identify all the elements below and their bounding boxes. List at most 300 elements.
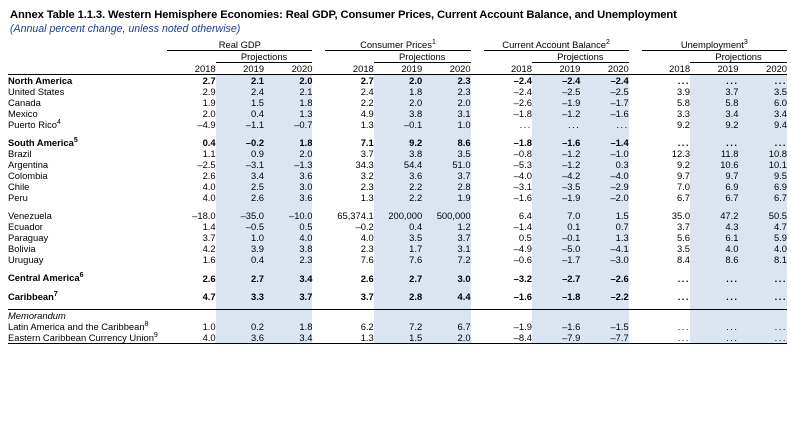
cell-gdp-2018: 4.0 (202, 192, 216, 204)
cell-unemp-2020: 50.5 (738, 210, 787, 221)
cell-cpi-2018: 34.3 (355, 159, 374, 171)
row-label: Eastern Caribbean Currency Union$^9$ (8, 332, 167, 344)
column-gap (629, 148, 642, 159)
row-label: Chile (8, 181, 30, 193)
column-gap (471, 221, 484, 232)
cell-gdp-2018: 4.2 (202, 243, 216, 255)
cell-gdp-2019: 3.6 (216, 332, 264, 344)
cell-gdp-2020: 3.6 (264, 192, 312, 203)
cell-gdp-2020: 2.3 (264, 254, 312, 265)
cell-unemp-2019: 3.7 (690, 86, 738, 97)
cell-unemp-2019: ... (690, 137, 738, 148)
table-row (8, 108, 787, 119)
cell-gdp-2020: –0.7 (264, 119, 312, 130)
row-spacer (8, 203, 787, 210)
cell-cpi-2019: 3.5 (374, 232, 422, 243)
table-row (8, 97, 787, 108)
cell-cab-2020: –2.5 (580, 86, 628, 97)
cell-cpi-2020: 3.5 (422, 148, 470, 159)
column-gap (312, 97, 325, 108)
column-gap (629, 108, 642, 119)
column-gap (471, 108, 484, 119)
cell-unemp-2018: 3.3 (676, 108, 691, 120)
footnote-marker: 8 (144, 320, 149, 328)
column-gap (629, 232, 642, 243)
cell-cpi-2018: 65,374.1 (337, 210, 374, 222)
column-gap (629, 97, 642, 108)
cell-cab-2018: –3.2 (513, 272, 532, 284)
column-gap (312, 170, 325, 181)
cell-cab-2020: –2.0 (580, 192, 628, 203)
cell-gdp-2019: 0.4 (216, 254, 264, 265)
cell-gdp-2018: 1.1 (202, 148, 216, 160)
cell-cpi-2020: 1.2 (422, 221, 470, 232)
cell-cpi-2018: 1.3 (360, 192, 374, 204)
cell-cab-2020: 0.3 (580, 159, 628, 170)
cell-cpi-2018: 3.2 (360, 170, 374, 182)
cell-gdp-2018: 1.4 (202, 221, 216, 233)
cell-cpi-2019: 1.8 (374, 86, 422, 97)
cell-gdp-2018: 2.6 (202, 272, 216, 284)
column-gap (629, 119, 642, 130)
column-gap (629, 291, 642, 302)
cell-gdp-2020: 3.7 (264, 291, 312, 302)
memorandum-heading-row (8, 309, 787, 321)
column-gap (471, 232, 484, 243)
cell-gdp-2020: 0.5 (264, 221, 312, 232)
table-row (8, 86, 787, 97)
cell-unemp-2018: ... (677, 75, 691, 87)
cell-cab-2020: –1.0 (580, 148, 628, 159)
column-gap (312, 108, 325, 119)
cell-gdp-2018: 2.7 (202, 75, 216, 87)
cell-unemp-2018: 3.5 (676, 243, 691, 255)
cell-cpi-2019: 2.7 (374, 272, 422, 283)
row-label: United States (8, 86, 65, 98)
group-header-cpi: Consumer Prices$^1$ (325, 39, 470, 51)
cell-gdp-2019: 2.7 (216, 272, 264, 283)
cell-gdp-2020: 4.0 (264, 232, 312, 243)
cell-cpi-2019: 3.8 (374, 108, 422, 119)
cell-cpi-2020: 1.9 (422, 192, 470, 203)
column-gap (312, 291, 325, 302)
cell-gdp-2018: 0.4 (202, 137, 216, 149)
projections-label-cab: Projections (532, 51, 629, 63)
year-cpi-2020: 2020 (422, 63, 470, 75)
cell-cab-2018: 6.4 (518, 210, 532, 222)
cell-unemp-2018: 9.2 (676, 119, 691, 131)
cell-unemp-2020: 4.7 (738, 221, 787, 232)
column-gap (471, 192, 484, 203)
cell-cpi-2019: 1.7 (374, 243, 422, 254)
cell-cpi-2018: 3.7 (360, 290, 374, 302)
cell-cpi-2020: 3.1 (422, 243, 470, 254)
year-cpi-2018: 2018 (325, 63, 373, 75)
cell-unemp-2020: 3.5 (738, 86, 787, 97)
cell-gdp-2020: 1.8 (264, 97, 312, 108)
row-label: Puerto Rico$^4$ (8, 119, 61, 131)
column-gap (471, 170, 484, 181)
column-gap (471, 243, 484, 254)
cell-cab-2020: –4.0 (580, 170, 628, 181)
cell-cab-2020: 0.7 (580, 221, 628, 232)
cell-cab-2019: –4.2 (532, 170, 580, 181)
cell-cpi-2018: 7.1 (360, 137, 374, 149)
row-label: Latin America and the Caribbean$^8$ (8, 320, 149, 332)
row-label: Colombia (8, 170, 48, 182)
cell-cab-2019: –1.7 (532, 254, 580, 265)
column-gap (471, 210, 484, 221)
column-gap (471, 291, 484, 302)
cell-gdp-2020: 3.4 (264, 272, 312, 283)
cell-gdp-2019: –0.5 (216, 221, 264, 232)
cell-cpi-2019: 54.4 (374, 159, 422, 170)
cell-gdp-2020: 2.0 (264, 75, 312, 87)
cell-cpi-2018: 2.2 (360, 97, 374, 109)
cell-cab-2019: –1.2 (532, 108, 580, 119)
cell-unemp-2018: ... (677, 290, 691, 302)
cell-gdp-2018: 4.7 (202, 290, 216, 302)
group-header-gdp: Real GDP (167, 39, 312, 51)
row-spacer (8, 284, 787, 291)
cell-unemp-2019: 3.4 (690, 108, 738, 119)
column-gap (312, 75, 325, 87)
cell-gdp-2019: 2.5 (216, 181, 264, 192)
cell-cpi-2019: 2.8 (374, 291, 422, 302)
cell-gdp-2020: 2.1 (264, 86, 312, 97)
column-gap (629, 210, 642, 221)
cell-cpi-2020: 2.0 (422, 97, 470, 108)
cell-cab-2020: –1.6 (580, 108, 628, 119)
cell-unemp-2018: ... (642, 332, 690, 344)
table-row (8, 221, 787, 232)
cell-cab-2018: –0.6 (513, 254, 532, 266)
cell-unemp-2019: ... (690, 75, 738, 87)
cell-unemp-2020: ... (738, 75, 787, 87)
cell-gdp-2020: 3.4 (264, 332, 312, 344)
cell-unemp-2020: 5.9 (738, 232, 787, 243)
cell-gdp-2020: 3.8 (264, 243, 312, 254)
cell-cab-2019: –1.8 (532, 291, 580, 302)
cell-cab-2020: –1.5 (580, 321, 628, 332)
table-row (8, 159, 787, 170)
cell-cpi-2018: 6.2 (360, 320, 374, 332)
cell-unemp-2019: 47.2 (690, 210, 738, 221)
cell-cab-2020: 1.5 (580, 210, 628, 221)
column-gap (312, 148, 325, 159)
cell-unemp-2019: ... (690, 291, 738, 302)
column-gap (312, 192, 325, 203)
cell-unemp-2018: 6.7 (676, 192, 691, 204)
cell-cab-2018: –2.4 (513, 86, 532, 98)
column-gap (629, 181, 642, 192)
year-unemp-2018: 2018 (642, 63, 690, 75)
cell-cpi-2018: 4.9 (360, 108, 374, 120)
column-gap (312, 86, 325, 97)
cell-unemp-2018: 5.6 (676, 232, 691, 244)
row-label: South America$^5$ (8, 137, 78, 149)
cell-unemp-2019: ... (690, 321, 738, 332)
cell-cpi-2020: 6.7 (422, 321, 470, 332)
year-gdp-2018: 2018 (167, 63, 215, 75)
table-body (8, 75, 787, 344)
cell-cpi-2018: 2.3 (360, 181, 374, 193)
row-label: Caribbean$^7$ (8, 290, 58, 302)
cell-cab-2020: –1.7 (580, 97, 628, 108)
year-gdp-2020: 2020 (264, 63, 312, 75)
cell-gdp-2020: –1.3 (264, 159, 312, 170)
cell-gdp-2019: 1.0 (216, 232, 264, 243)
cell-gdp-2020: 3.0 (264, 181, 312, 192)
cell-unemp-2020: 10.8 (738, 148, 787, 159)
cell-cab-2018: –1.8 (513, 137, 532, 149)
page-title: Annex Table 1.1.3. Western Hemisphere Economies: Real GDP, Consumer Prices, Current Account Balance, and Unemployment (10, 9, 677, 21)
row-label: Venezuela (8, 210, 52, 222)
column-gap (629, 159, 642, 170)
cell-cpi-2019: 3.8 (374, 148, 422, 159)
cell-cab-2018: –3.1 (513, 181, 532, 193)
cell-unemp-2020: ... (738, 137, 787, 148)
cell-cpi-2020: 7.2 (422, 254, 470, 265)
cell-unemp-2020: ... (738, 272, 787, 283)
cell-cpi-2018: 1.3 (360, 119, 374, 131)
footnote-marker: 5 (73, 137, 78, 145)
cell-unemp-2020: 6.9 (738, 181, 787, 192)
cell-cpi-2018: –0.2 (355, 221, 374, 233)
cell-cpi-2019: 7.6 (374, 254, 422, 265)
year-header-row (8, 63, 787, 75)
cell-gdp-2018: 2.9 (202, 86, 216, 98)
row-label: Mexico (8, 108, 38, 120)
cell-gdp-2018: 1.6 (202, 254, 216, 266)
cell-cab-2019: –1.9 (532, 192, 580, 203)
cell-cpi-2019: 200,000 (374, 210, 422, 221)
column-gap (629, 75, 642, 87)
cell-cab-2019: –7.9 (532, 332, 580, 344)
footnote-marker: 4 (56, 119, 61, 127)
table-row (8, 119, 787, 130)
row-label: Bolivia (8, 243, 36, 255)
row-label: Central America$^6$ (8, 272, 84, 284)
cell-unemp-2018: ... (677, 320, 691, 332)
column-gap (629, 332, 642, 344)
cell-cab-2018: –1.6 (513, 192, 532, 204)
column-gap (471, 321, 484, 332)
column-gap (471, 119, 484, 130)
cell-cpi-2020: 2.0 (422, 332, 470, 344)
cell-unemp-2019: 6.9 (690, 181, 738, 192)
table-row (8, 170, 787, 181)
cell-gdp-2020: 3.6 (264, 170, 312, 181)
cell-cab-2019: –5.0 (532, 243, 580, 254)
cell-unemp-2019: ... (690, 332, 738, 344)
cell-gdp-2020: 1.8 (264, 321, 312, 332)
table-row (8, 210, 787, 221)
cell-cab-2018: –5.3 (513, 159, 532, 171)
projections-label-cpi: Projections (374, 51, 471, 63)
cell-cpi-2018: 7.6 (360, 254, 374, 266)
cell-unemp-2019: ... (690, 272, 738, 283)
projections-label-gdp: Projections (216, 51, 313, 63)
cell-unemp-2019: 10.6 (690, 159, 738, 170)
cell-unemp-2018: 3.7 (676, 221, 691, 233)
cell-cpi-2019: 2.2 (374, 181, 422, 192)
cell-cab-2018: ... (519, 119, 532, 131)
cell-unemp-2020: 9.4 (738, 119, 787, 130)
row-label: Argentina (8, 159, 49, 171)
cell-cpi-2020: 500,000 (422, 210, 470, 221)
cell-unemp-2018: ... (677, 137, 691, 149)
column-gap (629, 221, 642, 232)
year-cab-2019: 2019 (532, 63, 580, 75)
cell-unemp-2020: 3.4 (738, 108, 787, 119)
table-row (8, 148, 787, 159)
row-label: Canada (8, 97, 41, 109)
projections-label-unemp: Projections (690, 51, 787, 63)
cell-cpi-2020: 1.0 (422, 119, 470, 130)
cell-gdp-2019: 0.9 (216, 148, 264, 159)
cell-unemp-2018: 9.7 (676, 170, 691, 182)
memorandum-label: Memorandum (8, 309, 167, 321)
column-gap (471, 97, 484, 108)
cell-unemp-2020: 6.0 (738, 97, 787, 108)
footnote-marker: 7 (53, 290, 58, 298)
cell-gdp-2020: 1.3 (264, 108, 312, 119)
cell-unemp-2019: 11.8 (690, 148, 738, 159)
column-gap (471, 272, 484, 283)
cell-gdp-2019: 2.4 (216, 86, 264, 97)
cell-unemp-2020: 8.1 (738, 254, 787, 265)
cell-cab-2019: –0.1 (532, 232, 580, 243)
column-gap (629, 254, 642, 265)
column-gap (471, 148, 484, 159)
cell-cpi-2018: 2.3 (360, 243, 374, 255)
cell-cab-2018: –2.6 (513, 97, 532, 109)
cell-cpi-2020: 3.1 (422, 108, 470, 119)
cell-cpi-2019: 1.5 (374, 332, 422, 344)
cell-cpi-2019: 9.2 (374, 137, 422, 148)
cell-cab-2020: –2.9 (580, 181, 628, 192)
cell-unemp-2019: 4.3 (690, 221, 738, 232)
cell-unemp-2018: ... (677, 272, 691, 284)
cell-unemp-2020: ... (738, 332, 787, 344)
cell-cpi-2020: 3.7 (422, 170, 470, 181)
column-gap (629, 137, 642, 148)
cell-cab-2018: –8.4 (484, 332, 532, 344)
cell-cab-2020: –2.2 (580, 291, 628, 302)
row-label: Ecuador (8, 221, 43, 233)
cell-cab-2019: 7.0 (532, 210, 580, 221)
cell-gdp-2018: 4.0 (167, 332, 215, 344)
cell-cab-2020: –3.0 (580, 254, 628, 265)
column-gap (312, 181, 325, 192)
cell-cpi-2019: 0.4 (374, 221, 422, 232)
column-gap (312, 210, 325, 221)
group-header-unemp: Unemployment$^3$ (642, 39, 787, 51)
footnote-marker: 9 (153, 331, 158, 339)
column-gap (629, 272, 642, 283)
cell-cab-2018: –4.0 (513, 170, 532, 182)
table-row (8, 232, 787, 243)
cell-gdp-2019: –1.1 (216, 119, 264, 130)
column-gap (471, 75, 484, 87)
projections-header-row (8, 51, 787, 63)
row-spacer (8, 302, 787, 310)
cell-cpi-2020: 2.3 (422, 75, 470, 87)
cell-cab-2018: –1.8 (513, 108, 532, 120)
column-gap (471, 254, 484, 265)
cell-cab-2019: –3.5 (532, 181, 580, 192)
cell-gdp-2019: 3.4 (216, 170, 264, 181)
year-cpi-2019: 2019 (374, 63, 422, 75)
cell-unemp-2019: 6.7 (690, 192, 738, 203)
cell-cab-2019: –1.9 (532, 97, 580, 108)
column-gap (471, 86, 484, 97)
cell-unemp-2020: 6.7 (738, 192, 787, 203)
column-gap (629, 170, 642, 181)
row-label: Paraguay (8, 232, 49, 244)
cell-cpi-2018: 3.7 (360, 148, 374, 160)
cell-unemp-2019: 9.7 (690, 170, 738, 181)
year-unemp-2020: 2020 (738, 63, 787, 75)
cell-cab-2020: –4.1 (580, 243, 628, 254)
cell-cpi-2020: 2.3 (422, 86, 470, 97)
cell-unemp-2018: 12.3 (671, 148, 691, 160)
table-row (8, 254, 787, 265)
cell-gdp-2020: 1.8 (264, 137, 312, 148)
column-gap (312, 272, 325, 283)
cell-unemp-2020: 10.1 (738, 159, 787, 170)
cell-gdp-2019: 3.3 (216, 291, 264, 302)
group-header-cab: Current Account Balance$^2$ (484, 39, 629, 51)
row-spacer (8, 265, 787, 272)
row-label: Uruguay (8, 254, 44, 266)
year-unemp-2019: 2019 (690, 63, 738, 75)
cell-gdp-2019: 2.6 (216, 192, 264, 203)
cell-cpi-2018: 2.6 (360, 272, 374, 284)
cell-unemp-2019: 5.8 (690, 97, 738, 108)
column-gap (471, 332, 484, 344)
table-row (8, 75, 787, 87)
cell-cab-2018: –1.6 (513, 290, 532, 302)
cell-cab-2019: –1.6 (532, 321, 580, 332)
column-gap (312, 243, 325, 254)
cell-cpi-2020: 8.6 (422, 137, 470, 148)
row-label: North America (8, 75, 73, 87)
cell-cpi-2019: 7.2 (374, 321, 422, 332)
cell-gdp-2019: 3.9 (216, 243, 264, 254)
cell-gdp-2018: 2.0 (202, 108, 216, 120)
cell-gdp-2019: 2.1 (216, 75, 264, 87)
page-subtitle: (Annual percent change, unless noted otherwise) (10, 23, 241, 35)
cell-cab-2019: –2.4 (532, 75, 580, 87)
cell-cpi-2019: 2.2 (374, 192, 422, 203)
column-gap (471, 137, 484, 148)
cell-cab-2019: –1.2 (532, 159, 580, 170)
column-gap (312, 119, 325, 130)
column-gap (312, 159, 325, 170)
annex-table (8, 39, 787, 344)
column-gap (312, 254, 325, 265)
table-row (8, 321, 787, 332)
table-row (8, 243, 787, 254)
cell-cab-2020: –2.6 (580, 272, 628, 283)
cell-cpi-2018: 1.3 (325, 332, 373, 344)
cell-gdp-2018: –4.9 (197, 119, 216, 131)
cell-cab-2019: –2.7 (532, 272, 580, 283)
cell-unemp-2019: 9.2 (690, 119, 738, 130)
column-gap (629, 86, 642, 97)
